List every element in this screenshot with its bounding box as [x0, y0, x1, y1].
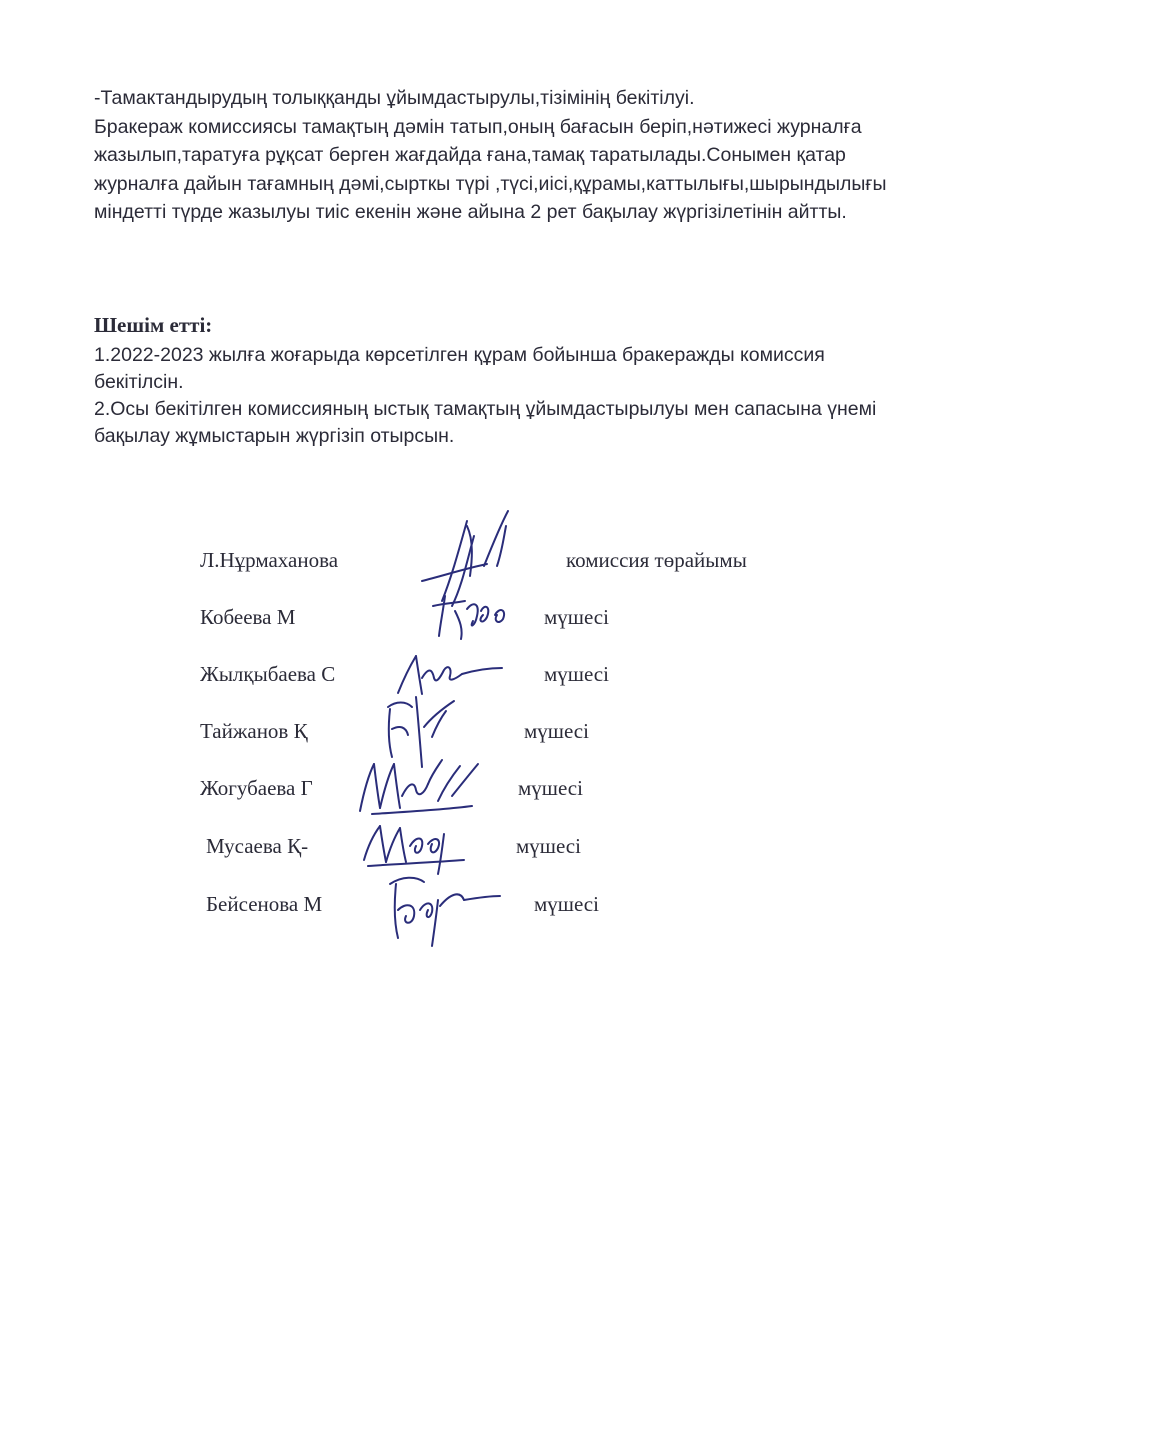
signatory-name: Кобеева М [200, 605, 296, 629]
signature-row [0, 536, 1149, 586]
intro-line: міндетті түрде жазылуы тиіс екенін және айына 2 рет бақылау жүргізілетінін айтты. [94, 201, 847, 223]
signature-row [0, 764, 1149, 814]
signatory-role: мүшесі [518, 776, 583, 800]
handwritten-signature [380, 860, 510, 950]
decision-line: 2.Осы бекітілген комиссияның ыстық тамақтың ұйымдастырылуы мен сапасына үнемі [94, 398, 877, 420]
signatory-role: мүшесі [544, 662, 609, 686]
decision-line: 1.2022-2023 жылға жоғарыда көрсетілген құрам бойынша бракеражды комиссия [94, 344, 825, 366]
decision-heading: Шешім етті: [94, 313, 213, 337]
signature-row [0, 707, 1149, 757]
signature-row [0, 593, 1149, 643]
signatory-name: Жылқыбаева С [200, 662, 336, 686]
intro-line: журналға дайын тағамның дәмі,сырткы түрі ,түсі,иісі,құрамы,каттылығы,шырындылығы [94, 172, 887, 195]
signature-row [0, 880, 1149, 930]
intro-line: Бракераж комиссиясы тамақтың дәмін татып,оның бағасын беріп,нәтижесі журналға [94, 115, 862, 138]
signatory-role: мүшесі [534, 892, 599, 916]
decision-line: бекітілсін. [94, 371, 184, 393]
signatory-name: Мусаева Қ- [206, 834, 309, 858]
signatory-role: мүшесі [524, 719, 589, 743]
intro-line: -Тамактандырудың толыққанды ұйымдастырулы,тізімінің бекітілуі. [94, 87, 695, 109]
intro-paragraph [94, 84, 1094, 227]
signatory-role: комиссия төрайымы [566, 548, 747, 572]
signatory-name: Тайжанов Қ [200, 719, 308, 743]
signatory-name: Бейсенова М [206, 892, 323, 916]
decision-list [94, 342, 1074, 450]
decision-line: бақылау жұмыстарын жүргізіп отырсын. [94, 425, 455, 447]
signature-row [0, 822, 1149, 872]
signatory-name: Л.Нұрмаханова [200, 548, 339, 572]
intro-line: жазылып,таратуға рұқсат берген жағдайда ғана,тамақ таратылады.Сонымен қатар [94, 144, 846, 166]
signatory-role: мүшесі [544, 605, 609, 629]
signature-row [0, 650, 1149, 700]
signatory-name: Жогубаева Г [200, 776, 313, 800]
signatory-role: мүшесі [516, 834, 581, 858]
